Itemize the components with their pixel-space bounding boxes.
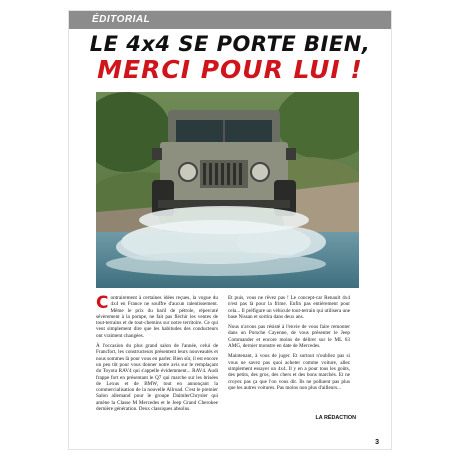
paragraph: Maintenant, à vous de juger. Et surtout n'oubliez pas si vous ne savez pas quoi acheter comme voiture, allez simplement essayer un 4x4. Il y en a pour tous les goûts, des petits, des gros, des chers et des bons marchés. Et ne croyez pas ça que l'on vous dit. Ils ne polluent pas plus que les autres voitures. Pas moins non plus d'ailleurs...: [228, 353, 350, 391]
headline-line-1: LE 4x4 SE PORTE BIEN,: [89, 32, 371, 56]
hero-photo: [96, 92, 359, 288]
section-tag: ÉDITORIAL: [92, 14, 151, 25]
offroad-vehicle-river-image: [96, 92, 359, 288]
section-header-band: [69, 11, 391, 29]
paragraph: [96, 295, 218, 339]
body-column-right: [228, 295, 350, 395]
page-number: 3: [375, 439, 379, 446]
paragraph: Et puis, vous ne rêvez pas ! Le concept-car Renault 4x4 n'est pas là pour la frime. Enfin pas entièrement pour cela... Il préfigure un véhicule tout-terrain qui utilisera une base Nissan et sortira dans deux ans.: [228, 295, 350, 320]
editorial-signature: LA RÉDACTION: [315, 415, 356, 421]
body-column-left: [96, 295, 218, 416]
paragraph: Nous n'avons pas résisté à l'envie de vous faire remonter dans un Porsche Cayenne, de vous présenter le Jeep Commander et encore moins de délirer sur le ML 63 AMG, dernier monstre en date de Mercedes.: [228, 324, 350, 350]
dropcap: C: [96, 293, 109, 313]
headline-line-2: MERCI POUR LUI !: [97, 55, 363, 84]
paragraph-text: ontrairement à certaines idées reçues, la vogue du 4x4 en France ne souffre d'aucun ralentissement. Même le prix du baril de pétrole, répercuté sévèrement à la pompe, ne fait pas fléchir les ventes de tout-terrains et de tout-chemins sur notre territoire. Ce qui veut simplement dire que les habitudes des conducteurs ont vraiment changées.: [96, 295, 218, 339]
magazine-page: [69, 11, 391, 449]
paragraph: À l'occasion du plus grand salon de l'année, celui de Francfort, les constructeurs présentent leurs nouveautés et nous sommes là pour vous en parler. Bien sûr, il est encore un peu tôt pour vous donner notre avis sur le remplaçant du Toyota RAV4 qui s'appelle évidemment... RAV4. Audi frappe fort en présentant le Q7 qui marche sur les brisées de Lexus et de BMW, tout en annonçant la commercialisation de la nouvelle Allroad. C'est le premier Salon allemand pour le groupe DaimlerChrysler qui amène la Classe M Mercedes et le Jeep Grand Cherokee dernière génération. Deux classiques absolus.: [96, 343, 218, 413]
